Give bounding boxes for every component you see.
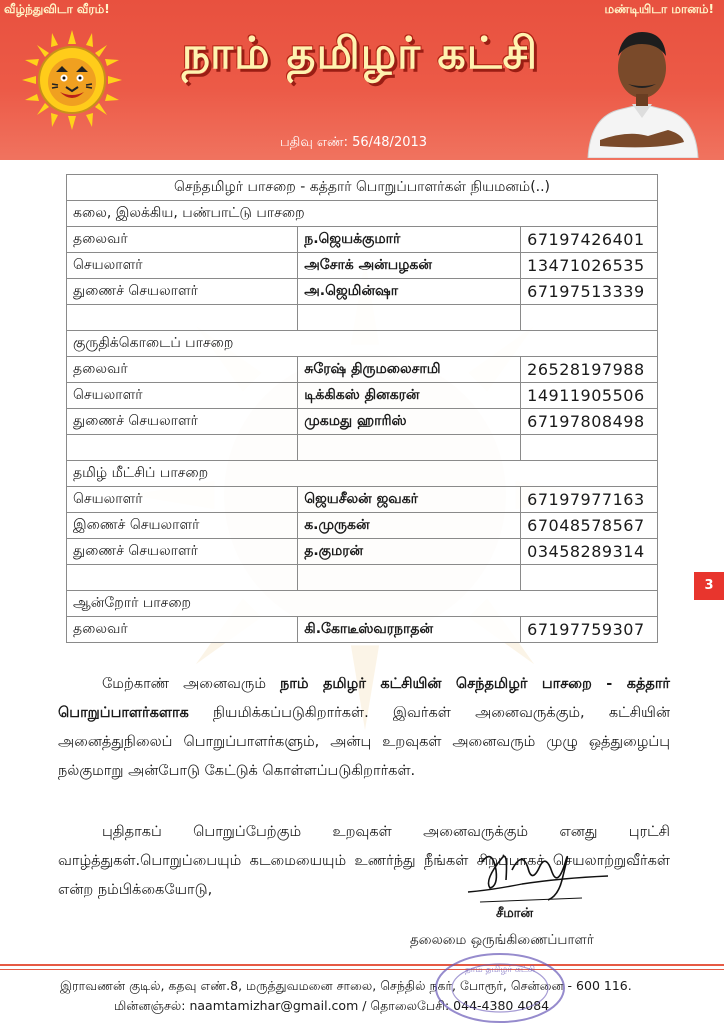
signatory-name: சீமான் [496, 906, 534, 921]
appointments-table [66, 174, 658, 643]
member-id-cell: 67197513339 [521, 279, 658, 305]
para2-text: புதிதாகப் பொறுப்பேற்கும் உறவுகள் அனைவருக்கும் எனது புரட்சி வாழ்த்துகள்.பொறுப்பையும் கடமையையும் உணர்ந்து நீங்கள் சிறப்பாகச் செயலாற்றுவீர்கள் என்ற நம்பிக்கையோடு, [58, 824, 670, 898]
para1-text-c: நியமிக்கப்படுகிறார்கள். இவர்கள் அனைவருக்கும், கட்சியின் அனைத்துநிலைப் பொறுப்பாளர்களும், அன்பு உறவுகள் அனைவரும் முழு ஒத்துழைப்பு நல்குமாறு அன்போடு கேட்டுக் கொள்ளப்படுகிறார்கள். [58, 705, 670, 779]
section-name: ஆன்றோர் பாசறை [67, 591, 658, 617]
tiger-emblem-logo [22, 30, 122, 130]
name-cell: கி.கோடீஸ்வரநாதன் [298, 617, 521, 643]
member-id-cell: 13471026535 [521, 253, 658, 279]
slogan-right: மண்டியிடா மானம்! [604, 2, 714, 16]
name-cell: டிக்கிகஸ் தினகரன் [298, 383, 521, 409]
role-cell: இணைச் செயலாளர் [67, 513, 298, 539]
member-id-cell: 67197977163 [521, 487, 658, 513]
table-row [67, 617, 658, 643]
member-id-cell: 67197808498 [521, 409, 658, 435]
role-cell: தலைவர் [67, 357, 298, 383]
blank-cell [298, 435, 521, 461]
blank-cell [67, 435, 298, 461]
letterhead-header [0, 0, 724, 160]
footer-divider-thin [0, 969, 724, 970]
role-cell: செயலாளர் [67, 253, 298, 279]
announcement-paragraph [58, 670, 670, 786]
member-id-cell: 67048578567 [521, 513, 658, 539]
role-cell: தலைவர் [67, 617, 298, 643]
role-cell: செயலாளர் [67, 487, 298, 513]
table-row [67, 539, 658, 565]
blank-cell [521, 305, 658, 331]
name-cell: சுரேஷ் திருமலைசாமி [298, 357, 521, 383]
role-cell: தலைவர் [67, 227, 298, 253]
blank-cell [67, 565, 298, 591]
slogan-left: வீழ்ந்துவிடா வீரம்! [4, 2, 110, 16]
blank-cell [521, 565, 658, 591]
table-row [67, 487, 658, 513]
leader-photo [578, 18, 706, 158]
name-cell: அசோக் அன்பழகன் [298, 253, 521, 279]
section-header-row [67, 591, 658, 617]
table-title: செந்தமிழர் பாசறை - கத்தார் பொறுப்பாளர்கள் நியமனம்(..) [67, 175, 658, 201]
table-row [67, 279, 658, 305]
page-number-badge: 3 [694, 572, 724, 600]
role-cell: செயலாளர் [67, 383, 298, 409]
para1-text-bold: நாம் தமிழர் கட்சியின் செந்தமிழர் பாசறை - கத்தார் பொறுப்பாளர்களாக [58, 676, 671, 721]
member-id-cell: 26528197988 [521, 357, 658, 383]
member-id-cell: 67197426401 [521, 227, 658, 253]
section-header-row [67, 201, 658, 227]
table-row [67, 409, 658, 435]
blank-cell [298, 305, 521, 331]
name-cell: முகமது ஹாரிஸ் [298, 409, 521, 435]
table-row [67, 383, 658, 409]
role-cell: துணைச் செயலாளர் [67, 409, 298, 435]
party-seal-stamp [432, 950, 568, 1026]
handwritten-signature [462, 840, 612, 910]
name-cell: ஜெயசீலன் ஜவகர் [298, 487, 521, 513]
table-row [67, 357, 658, 383]
blank-cell [67, 305, 298, 331]
name-cell: அ.ஜெமின்ஷா [298, 279, 521, 305]
section-header-row [67, 331, 658, 357]
name-cell: ந.ஜெயக்குமார் [298, 227, 521, 253]
table-title-row [67, 175, 658, 201]
footer-contact: மின்னஞ்சல்: naamtamizhar@gmail.com / தொலைபேசி: 044-4380 4084 [114, 998, 550, 1013]
footer-address: இராவணன் குடில், கதவு எண்.8, மருத்துவமனை சாலை, செந்தில் நகர், போரூர், சென்னை - 600 116. [60, 978, 632, 993]
name-cell: த.குமரன் [298, 539, 521, 565]
table-row [67, 513, 658, 539]
member-id-cell: 14911905506 [521, 383, 658, 409]
role-cell: துணைச் செயலாளர் [67, 539, 298, 565]
blank-row [67, 305, 658, 331]
member-id-cell: 03458289314 [521, 539, 658, 565]
signatory-title: தலைமை ஒருங்கிணைப்பாளர் [410, 932, 594, 948]
footer-divider [0, 964, 724, 966]
party-name-title: நாம் தமிழர் கட்சி [181, 28, 539, 79]
section-name: தமிழ் மீட்சிப் பாசறை [67, 461, 658, 487]
blank-cell [521, 435, 658, 461]
blank-cell [298, 565, 521, 591]
section-header-row [67, 461, 658, 487]
section-name: கலை, இலக்கிய, பண்பாட்டு பாசறை [67, 201, 658, 227]
role-cell: துணைச் செயலாளர் [67, 279, 298, 305]
table-row [67, 227, 658, 253]
section-name: குருதிக்கொடைப் பாசறை [67, 331, 658, 357]
blank-row [67, 435, 658, 461]
para1-text-a: மேற்காண் அனைவரும் [102, 676, 280, 692]
blank-row [67, 565, 658, 591]
seal-text: நாம் தமிழர் கட்சி [464, 965, 536, 975]
registration-number: பதிவு எண்: 56/48/2013 [280, 135, 428, 150]
name-cell: க.முருகன் [298, 513, 521, 539]
member-id-cell: 67197759307 [521, 617, 658, 643]
table-row [67, 253, 658, 279]
